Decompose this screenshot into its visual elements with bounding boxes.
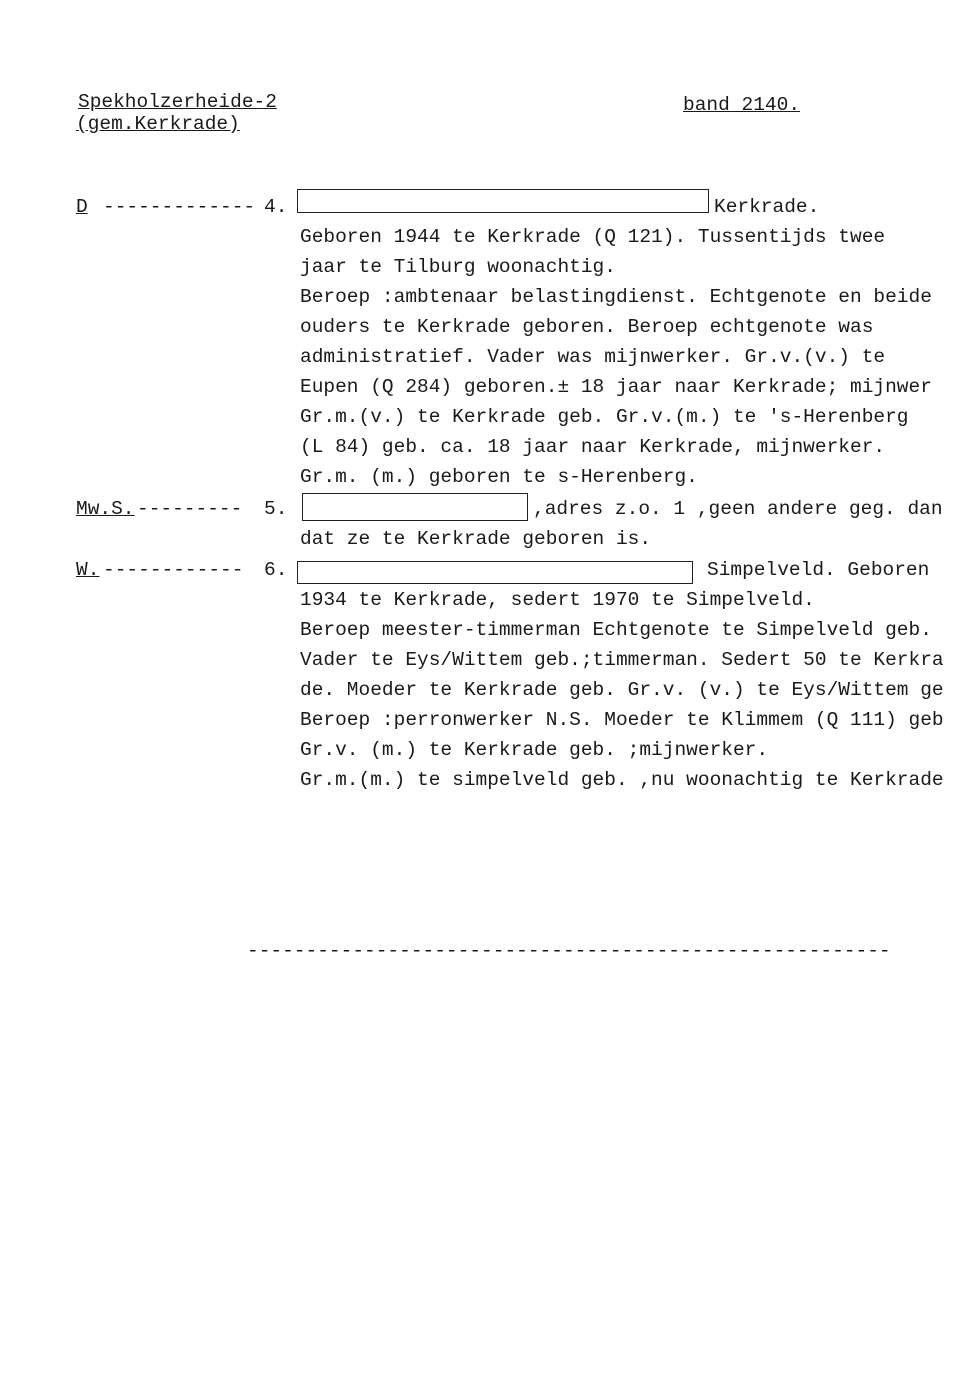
- entry-line: Beroep :ambtenaar belastingdienst. Echtgenote en beide: [300, 286, 932, 308]
- entry-line: de. Moeder te Kerkrade geb. Gr.v. (v.) te Eys/Wittem ge: [300, 679, 944, 701]
- entry-address: ,adres z.o. 1 ,geen andere geg. dan: [533, 498, 943, 520]
- entry-line: Eupen (Q 284) geboren.± 18 jaar naar Kerkrade; mijnwer: [300, 376, 932, 398]
- entry-dashes: ------------: [103, 559, 244, 581]
- footer-rule: -------------------------------------------------------: [247, 940, 891, 962]
- place-name: Spekholzerheide-2: [78, 91, 277, 113]
- entry-line: (L 84) geb. ca. 18 jaar naar Kerkrade, mijnwerker.: [300, 436, 886, 458]
- entry-line: administratief. Vader was mijnwerker. Gr.v.(v.) te: [300, 346, 886, 368]
- entry-line: Geboren 1944 te Kerkrade (Q 121). Tussentijds twee: [300, 226, 886, 248]
- entry-dashes: ---------: [137, 498, 243, 520]
- redaction-box: [297, 189, 709, 213]
- entry-number: 4.: [264, 196, 288, 218]
- entry-line: Gr.m.(v.) te Kerkrade geb. Gr.v.(m.) te 's-Herenberg: [300, 406, 909, 428]
- entry-line: jaar te Tilburg woonachtig.: [300, 256, 616, 278]
- redaction-box: [302, 493, 528, 521]
- entry-line: dat ze te Kerkrade geboren is.: [300, 528, 652, 550]
- entry-code: Mw.S.: [76, 498, 135, 520]
- entry-line: 1934 te Kerkrade, sedert 1970 te Simpelveld.: [300, 589, 815, 611]
- redaction-box: [297, 561, 693, 584]
- entry-number: 6.: [264, 559, 288, 581]
- entry-code: W.: [76, 559, 100, 581]
- entry-line: Gr.m.(m.) te simpelveld geb. ,nu woonachtig te Kerkrade: [300, 769, 944, 791]
- municipality: (gem.Kerkrade): [76, 113, 240, 135]
- entry-code: D: [76, 196, 88, 218]
- band-number: band 2140.: [683, 94, 801, 116]
- entry-place: Simpelveld. Geboren: [707, 559, 930, 581]
- entry-line: Vader te Eys/Wittem geb.;timmerman. Sedert 50 te Kerkra: [300, 649, 944, 671]
- entry-line: Beroep :perronwerker N.S. Moeder te Klimmem (Q 111) geb: [300, 709, 944, 731]
- entry-place: Kerkrade.: [714, 196, 820, 218]
- entry-number: 5.: [264, 498, 288, 520]
- entry-line: ouders te Kerkrade geboren. Beroep echtgenote was: [300, 316, 874, 338]
- entry-line: Gr.m. (m.) geboren te s-Herenberg.: [300, 466, 698, 488]
- entry-line: Beroep meester-timmerman Echtgenote te Simpelveld geb.: [300, 619, 932, 641]
- entry-dashes: -------------: [103, 196, 256, 218]
- entry-line: Gr.v. (m.) te Kerkrade geb. ;mijnwerker.: [300, 739, 769, 761]
